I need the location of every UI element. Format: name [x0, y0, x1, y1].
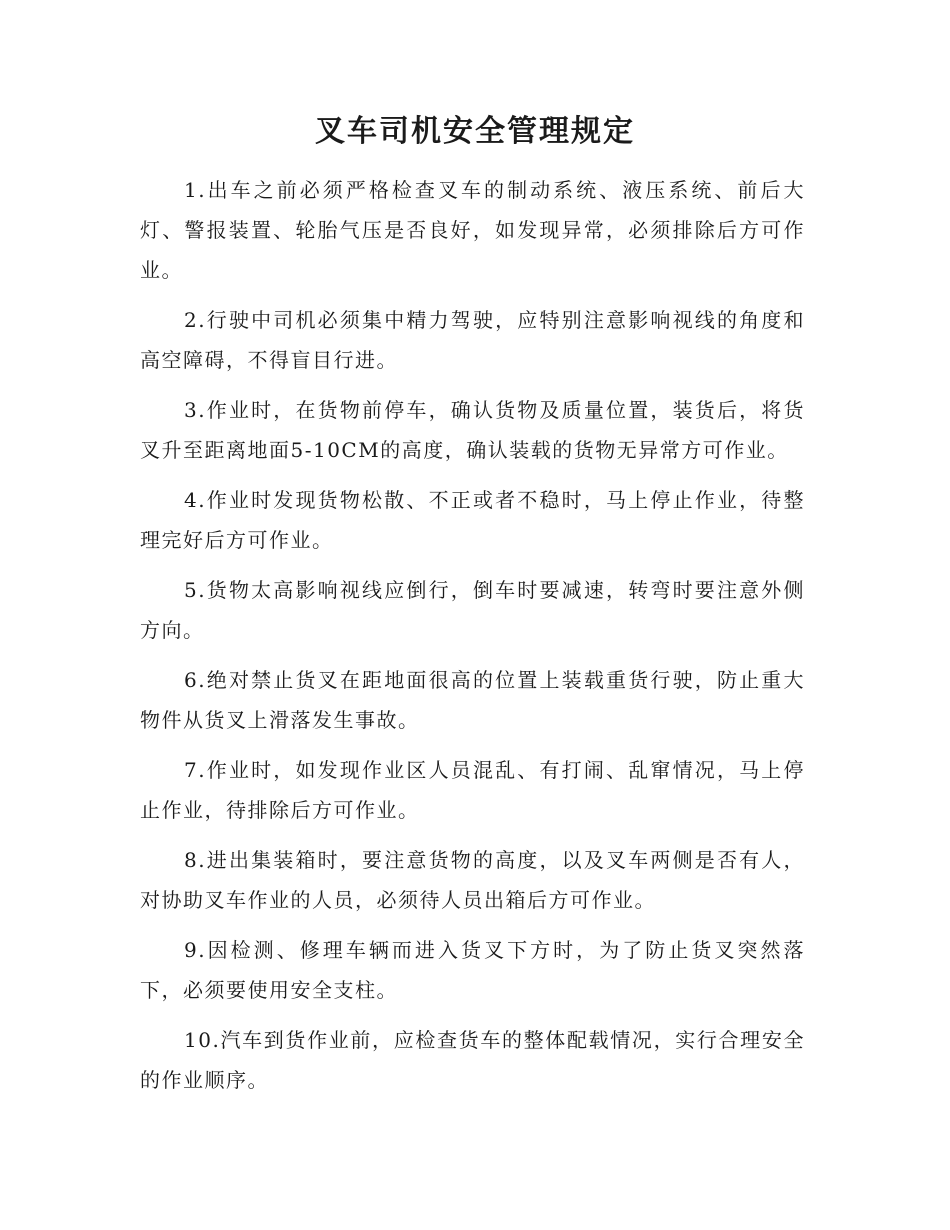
rule-item-5: 5.货物太高影响视线应倒行，倒车时要减速，转弯时要注意外侧方向。 — [140, 578, 805, 642]
rule-item-10: 10.汽车到货作业前，应检查货车的整体配载情况，实行合理安全的作业顺序。 — [140, 1028, 805, 1092]
rule-item-1: 1.出车之前必须严格检查叉车的制动系统、液压系统、前后大灯、警报装置、轮胎气压是否良好，如发现异常，必须排除后方可作业。 — [140, 178, 805, 282]
rule-item-4: 4.作业时发现货物松散、不正或者不稳时，马上停止作业，待整理完好后方可作业。 — [140, 488, 805, 552]
rule-item-7: 7.作业时，如发现作业区人员混乱、有打闹、乱窜情况，马上停止作业，待排除后方可作业。 — [140, 758, 805, 822]
rule-item-6: 6.绝对禁止货叉在距地面很高的位置上装载重货行驶，防止重大物件从货叉上滑落发生事故。 — [140, 668, 805, 732]
rules-list — [140, 170, 805, 1110]
rule-item-2: 2.行驶中司机必须集中精力驾驶，应特别注意影响视线的角度和高空障碍，不得盲目行进。 — [140, 308, 805, 372]
rule-item-8: 8.进出集装箱时，要注意货物的高度，以及叉车两侧是否有人，对协助叉车作业的人员，必须待人员出箱后方可作业。 — [140, 848, 805, 912]
document-title: 叉车司机安全管理规定 — [315, 114, 635, 149]
rule-item-3: 3.作业时，在货物前停车，确认货物及质量位置，装货后，将货叉升至距离地面5-10CM的高度，确认装载的货物无异常方可作业。 — [140, 398, 805, 462]
rule-item-9: 9.因检测、修理车辆而进入货叉下方时，为了防止货叉突然落下，必须要使用安全支柱。 — [140, 938, 805, 1002]
